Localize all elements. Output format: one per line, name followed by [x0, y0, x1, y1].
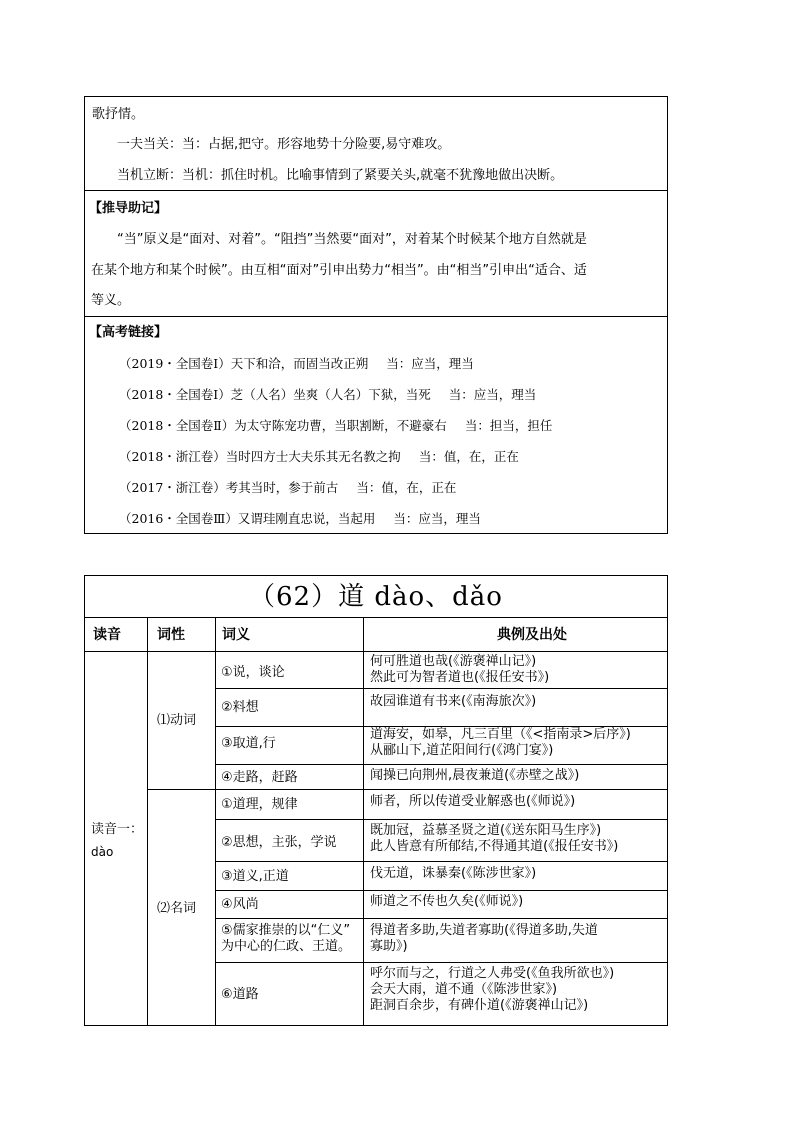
- meaning-cell: ⑥道路: [221, 987, 259, 1002]
- example-line: 寡助》): [370, 939, 408, 954]
- col-divider: [147, 618, 148, 1026]
- row-divider: [215, 861, 667, 862]
- gaokao-answer: 当：值，在，正在: [356, 480, 457, 495]
- example-line: 此人皆意有所郁结,不得通其道(《报任安书》): [370, 839, 619, 854]
- table-title: （62）道 dào、dǎo: [85, 576, 667, 618]
- example-line: 道海安，如皋，凡三百里（《<指南录>后序》): [370, 727, 631, 742]
- col-divider: [215, 618, 216, 1026]
- gaokao-item: [119, 511, 667, 527]
- gaokao-answer: 当：应当，理当: [393, 511, 481, 526]
- reading-label: 读音一：: [91, 822, 144, 837]
- gaokao-source: （2016・全国卷Ⅲ）又谓珪刚直忠说，当起用: [119, 511, 376, 526]
- meaning-cell: ③取道,行: [221, 736, 276, 751]
- pos-divider: [147, 789, 667, 790]
- row-divider: [215, 962, 667, 963]
- gaokao-item: [119, 387, 667, 403]
- meaning-cell: ②料想: [221, 700, 259, 715]
- gaokao-answer: 当：担当，担任: [464, 418, 553, 433]
- row-divider: [215, 819, 667, 820]
- example-line: 何可胜道也哉(《游褒禅山记》): [370, 654, 537, 669]
- derivation-line-2: 在某个地方和某个时候”。由互相“面对”引申出势力“相当”。由“相当”引申出“适合、适: [91, 263, 587, 278]
- header-examples: 典例及出处: [497, 627, 567, 643]
- dao-word-table: [84, 575, 668, 1026]
- example-line: 师者，所以传道受业解惑也(《师说》): [370, 794, 576, 809]
- header-reading: 读音: [93, 627, 121, 643]
- gaokao-source: （2018・浙江卷）当时四方士大夫乐其无名教之拘: [119, 449, 401, 464]
- meaning-cell: ④风尚: [221, 897, 259, 912]
- example-cell: [370, 768, 579, 784]
- header-pos: 词性: [157, 627, 185, 643]
- gaokao-source: （2018・全国卷Ⅱ）为太守陈宠功曹，当职割断，不避豪右: [119, 418, 447, 433]
- pos-verb: ⑴动词: [157, 713, 197, 728]
- meaning-cell: ④走路，赶路: [221, 770, 298, 785]
- pos-noun: ⑵名词: [157, 901, 197, 916]
- derivation-line-3: 等义。: [91, 293, 131, 308]
- idiom-yifudangguan: 一夫当关：当：占据,把守。形容地势十分险要,易守难攻。: [117, 137, 451, 152]
- gaokao-answer: 当：应当，理当: [386, 356, 474, 371]
- example-cell: [370, 823, 618, 855]
- gaokao-source: （2018・全国卷Ⅰ）芝（人名）坐爽（人名）下狱，当死: [119, 387, 431, 402]
- example-cell: [370, 894, 523, 910]
- derivation-line-1: “当”原义是“面对、对着”。“阻挡”当然要“面对”，对着某个时候某个地方自然就是: [117, 232, 587, 247]
- gaokao-answer: 当：值，在，正在: [418, 449, 519, 464]
- meaning-cell: ①道理，规律: [221, 797, 298, 812]
- example-cell: [370, 654, 549, 686]
- row-divider: [215, 918, 667, 919]
- gaokao-source: （2019・全国卷Ⅰ）天下和洽，而固当改正朔: [119, 356, 369, 371]
- meaning-cell: [221, 923, 351, 955]
- row-divider: [215, 764, 667, 765]
- gaokao-item: [119, 449, 667, 465]
- example-line: 伐无道，诛暴秦(《陈涉世家》): [370, 866, 537, 881]
- example-cell: [370, 794, 575, 810]
- meaning-line: 为中心的仁政、王道。: [221, 939, 352, 954]
- reading-pinyin: dào: [91, 845, 114, 859]
- example-cell: [370, 866, 536, 882]
- meaning-cell: ②思想，主张，学说: [221, 835, 337, 850]
- example-cell: [370, 694, 536, 710]
- meaning-cell: ③道义,正道: [221, 869, 289, 884]
- example-cell: [370, 966, 614, 1014]
- example-line: 故园谁道有书来(《南海旅次》): [370, 694, 537, 709]
- example-cell: [370, 727, 631, 759]
- example-line: 从郦山下,道芷阳间行(《鸿门宴》): [370, 743, 554, 758]
- gaokao-item: [119, 418, 667, 434]
- example-line: 距洞百余步，有碑仆道(《游褒禅山记》): [370, 998, 589, 1013]
- header-meaning: 词义: [222, 627, 250, 643]
- meaning-cell: ①说，谈论: [221, 665, 285, 680]
- derivation-section: [85, 191, 667, 317]
- upper-note-box: [84, 96, 668, 534]
- example-line: 然此可为智者道也(《报任安书》): [370, 670, 550, 685]
- idiom-section: [85, 97, 667, 191]
- example-line: 会天大雨，道不通（《陈涉世家》): [370, 982, 558, 997]
- derivation-heading: 【推导助记】: [89, 201, 168, 216]
- example-line: 呼尔而与之，行道之人弗受(《鱼我所欲也》): [370, 966, 615, 981]
- example-line: 既加冠，益慕圣贤之道(《送东阳马生序》): [370, 823, 602, 838]
- row-divider: [215, 688, 667, 689]
- gaokao-answer: 当：应当，理当: [448, 387, 537, 402]
- gaokao-section: [85, 317, 667, 533]
- gaokao-heading: 【高考链接】: [89, 325, 168, 340]
- fragment-line: 歌抒情。: [92, 107, 145, 122]
- row-divider: [215, 890, 667, 891]
- header-divider: [85, 651, 667, 652]
- example-line: 闻操已向荆州,晨夜兼道(《赤壁之战》): [370, 768, 580, 783]
- gaokao-source: （2017・浙江卷）考其当时，参于前古: [119, 480, 339, 495]
- idiom-dangjilidu: 当机立断：当机：抓住时机。比喻事情到了紧要关头,就毫不犹豫地做出决断。: [117, 168, 564, 183]
- gaokao-item: [119, 356, 667, 372]
- gaokao-item: [119, 480, 667, 496]
- example-line: 师道之不传也久矣(《师说》): [370, 894, 524, 909]
- col-divider: [363, 618, 364, 1026]
- example-cell: [370, 923, 598, 955]
- meaning-line: ⑤儒家推崇的以“仁义”: [221, 923, 351, 938]
- example-line: 得道者多助,失道者寡助(《得道多助,失道: [370, 923, 598, 938]
